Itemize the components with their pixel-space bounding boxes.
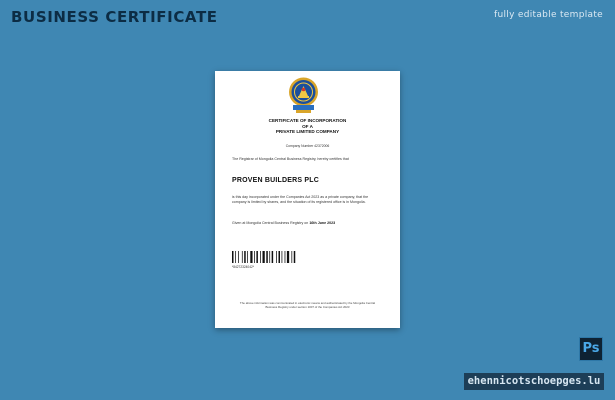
barcode-bar bbox=[291, 251, 292, 263]
barcode-bar bbox=[232, 251, 234, 263]
barcode-bar bbox=[269, 251, 270, 263]
incorporation-text: is this day incorporated under the Companies Act 2023 as a private company, that the company is limited by shares, and the situation of its registered office is in Mongolia. bbox=[232, 195, 369, 204]
certificate-document bbox=[215, 71, 400, 328]
given-prefix: Given at Mongolia Central Business Registry on bbox=[232, 221, 309, 225]
registrar-text: The Registrar of Mongolia Central Business Registry, hereby certifies that bbox=[232, 157, 349, 161]
barcode-bar bbox=[235, 251, 236, 263]
certificate-title-line-1: CERTIFICATE OF INCORPORATION bbox=[268, 118, 347, 123]
company-name: PROVEN BUILDERS PLC bbox=[232, 177, 320, 184]
given-statement bbox=[232, 221, 388, 225]
barcode-bar bbox=[244, 251, 246, 263]
barcode-bar bbox=[294, 251, 296, 263]
certificate-title bbox=[215, 118, 400, 135]
given-date: 16th June 2023 bbox=[309, 221, 336, 225]
barcode-bar bbox=[266, 251, 268, 263]
certificate-title-line-3: PRIVATE LIMITED COMPANY bbox=[275, 129, 340, 135]
page-title: BUSINESS CERTIFICATE bbox=[11, 8, 218, 26]
barcode-bar bbox=[285, 251, 286, 263]
barcode-bar bbox=[250, 251, 252, 263]
footer-note: The above information was communicated in electronic means and authenticated by the Mongolia Central Business Registry under section 1007 of the Companies Act 2023 bbox=[239, 301, 376, 309]
barcode-bar bbox=[247, 251, 248, 263]
barcode-bar bbox=[272, 251, 274, 263]
barcode-bar bbox=[260, 251, 261, 263]
watermark: ehennicotschoepges.lu bbox=[464, 373, 604, 390]
barcode-bar bbox=[282, 251, 283, 263]
barcode-bar bbox=[279, 251, 281, 263]
page-subtitle: fully editable template bbox=[494, 10, 603, 20]
company-number: Company Number 42372006 bbox=[285, 144, 330, 148]
barcode-bar bbox=[238, 251, 239, 263]
barcode-bar bbox=[254, 251, 255, 263]
barcode-bar bbox=[256, 251, 258, 263]
barcode-number: *84272324042* bbox=[232, 265, 254, 269]
barcode-icon bbox=[232, 251, 300, 263]
barcode-bar bbox=[287, 251, 289, 263]
barcode-bar bbox=[263, 251, 265, 263]
certificate-title-line-2: OF A bbox=[302, 123, 313, 129]
barcode-bar bbox=[276, 251, 277, 263]
photoshop-icon: Ps bbox=[579, 337, 603, 361]
state-emblem-icon bbox=[287, 77, 320, 115]
barcode-bar bbox=[242, 251, 243, 263]
